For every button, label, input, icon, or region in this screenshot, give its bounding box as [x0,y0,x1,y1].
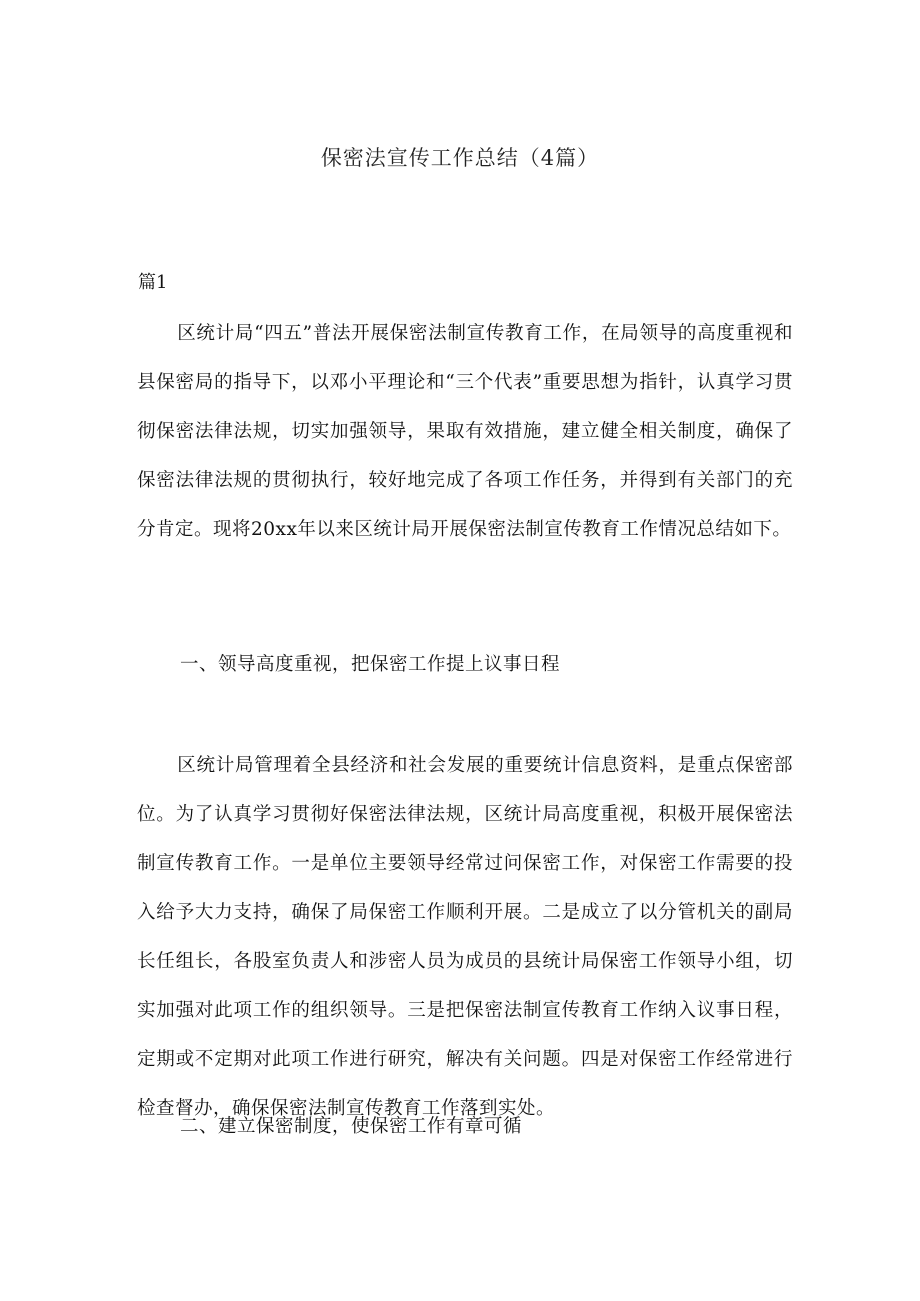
paragraph-2 [137,741,793,1133]
document-title: 保密法宣传工作总结（4篇） [320,146,600,170]
part-label: 篇1 [138,272,168,293]
section-heading-2: 二、建立保密制度，使保密工作有章可循 [180,1116,523,1137]
paragraph-2-text: 区统计局管理着全县经济和社会发展的重要统计信息资料，是重点保密部位。为了认真学习贯彻好保密法律法规，区统计局高度重视，积极开展保密法制宣传教育工作。一是单位主要领导经常过问保密工作，对保密工作需要的投入给予大力支持，确保了局保密工作顺利开展。二是成立了以分管机关的副局长任组长，各股室负责人和涉密人员为成员的县统计局保密工作领导小组，切实加强对此项工作的组织领导。三是把保密法制宣传教育工作纳入议事日程，定期或不定期对此项工作进行研究，解决有关问题。四是对保密工作经常进行检查督办，确保保密法制宣传教育工作落到实处。 [137,755,793,1119]
section-heading-1: 一、领导高度重视，把保密工作提上议事日程 [180,654,561,675]
paragraph-1 [137,309,793,554]
paragraph-1-text: 区统计局“四五”普法开展保密法制宣传教育工作，在局领导的高度重视和县保密局的指导下，以邓小平理论和“三个代表”重要思想为指针，认真学习贯彻保密法律法规，切实加强领导，果取有效措施，建立健全相关制度，确保了保密法律法规的贯彻执行，较好地完成了各项工作任务，并得到有关部门的充分肯定。现将20xx年以来区统计局开展保密法制宣传教育工作情况总结如下。 [137,323,793,540]
